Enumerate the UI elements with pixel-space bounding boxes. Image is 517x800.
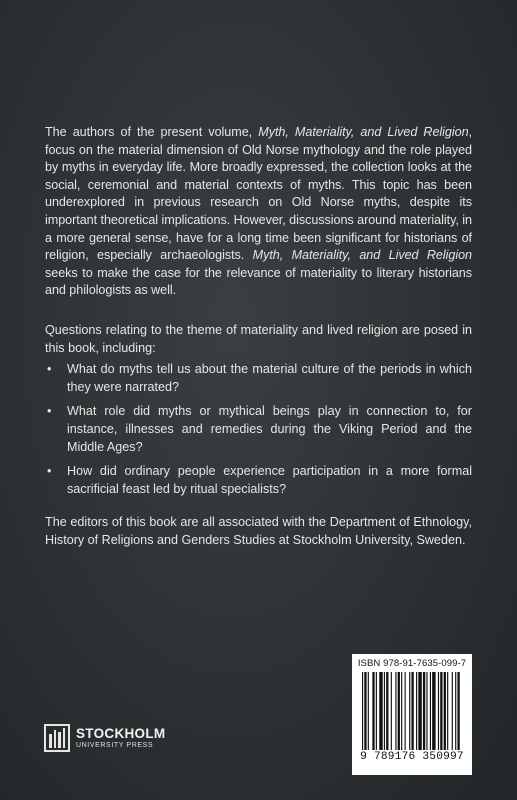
question-text: How did ordinary people experience participation in a more formal sacrificial feast led by ritual specialists? [67, 464, 472, 496]
blurb-text-part: seeks to make the case for the relevance of materiality to literary historians and philologists as well. [45, 265, 472, 298]
questions-list [45, 361, 472, 498]
blurb-text-part: , focus on the material dimension of Old Norse mythology and the role played by myths in everyday life. More broadly expressed, the collection looks at the social, ceremonial and material contexts of myths. This topic has been underexplored in previous research on Old Norse myths, despite its important theoretical implications. However, discussions around materiality, in a more general sense, have for a long time been significant for historians of religion, especially archaeologists. [45, 125, 472, 263]
blurb-paragraph-1 [45, 124, 472, 300]
list-item [45, 361, 472, 396]
publisher-logo [44, 724, 165, 752]
isbn-label: ISBN 978-91-7635-099-7 [357, 658, 467, 669]
barcode-digits: 9 789176 350997 [360, 751, 464, 763]
book-title-italic: Myth, Materiality, and Lived Religion [252, 248, 472, 263]
questions-intro: Questions relating to the theme of materiality and lived religion are posed in this book, including: [45, 323, 472, 355]
list-item [45, 403, 472, 456]
bullet-icon: • [47, 362, 52, 377]
blurb-text [45, 124, 472, 300]
barcode-bars [360, 672, 464, 750]
book-spines-logo-icon [44, 724, 70, 752]
publisher-sub: UNIVERSITY PRESS [76, 742, 154, 750]
blurb-text-part: The authors of the present volume, [45, 125, 259, 139]
bullet-icon: • [47, 404, 52, 419]
bullet-icon: • [47, 464, 52, 479]
publisher-wordmark [76, 727, 165, 750]
list-item [45, 463, 472, 498]
book-title-italic: Myth, Materiality, and Lived Religion [258, 125, 469, 139]
question-text: What role did myths or mythical beings play in connection to, for instance, illnesses and remedies during the Viking Period and the Middle Ages? [67, 404, 472, 454]
question-text: What do myths tell us about the material culture of the periods in which they were narrated? [67, 362, 472, 394]
isbn-barcode [352, 654, 472, 775]
editors-text: The editors of this book are all associated with the Department of Ethnology, History of Religions and Genders Studies at Stockholm University, Sweden. [45, 515, 472, 547]
publisher-name: STOCKHOLM [76, 725, 166, 741]
editors-paragraph [45, 514, 472, 549]
questions-section [45, 322, 472, 505]
